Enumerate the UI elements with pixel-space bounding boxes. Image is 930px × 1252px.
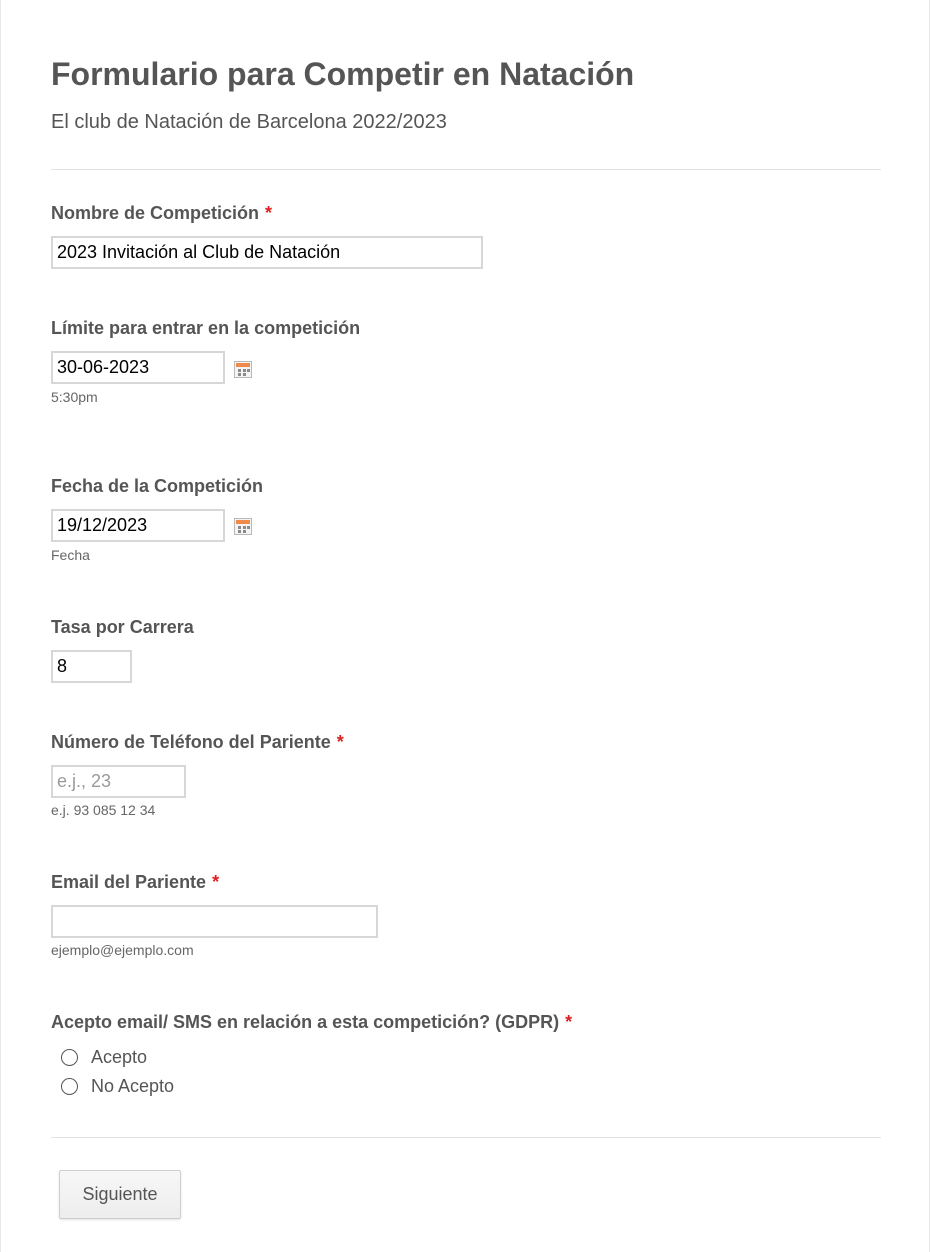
race-fee-label [51,617,194,638]
radio-button-decline[interactable] [61,1078,78,1095]
required-asterisk: * [212,872,220,892]
parent-email-sublabel: ejemplo@ejemplo.com [51,942,194,958]
footer-divider [51,1137,881,1138]
parent-email-input[interactable] [51,905,378,938]
gdpr-label [51,1012,572,1033]
parent-email-label-text: Email del Pariente [51,872,207,892]
competition-date-label-text: Fecha de la Competición [51,476,264,496]
gdpr-label-text: Acepto email/ SMS en relación a esta competición? (GDPR) [51,1012,560,1032]
radio-label-decline: No Acepto [91,1075,175,1096]
entry-deadline-label [51,318,360,339]
calendar-icon[interactable] [234,361,252,378]
competition-date-label [51,476,263,497]
race-fee-label-text: Tasa por Carrera [51,617,194,637]
radio-label-accept: Acepto [91,1046,148,1067]
competition-date-input[interactable] [51,509,225,542]
parent-phone-input[interactable] [51,765,186,798]
header-divider [51,169,881,170]
parent-email-label [51,872,219,893]
calendar-icon[interactable] [234,518,252,535]
required-asterisk: * [565,1012,573,1032]
parent-phone-label-text: Número de Teléfono del Pariente [51,732,331,752]
next-button[interactable]: Siguiente [59,1170,181,1219]
gdpr-option-accept[interactable] [61,1045,147,1069]
required-asterisk: * [336,732,344,752]
required-asterisk: * [265,203,273,223]
parent-phone-label [51,732,344,753]
form-subtitle: El club de Natación de Barcelona 2022/2023 [51,111,447,133]
entry-deadline-label-text: Límite para entrar en la competición [51,318,361,338]
race-fee-input[interactable] [51,650,132,683]
competition-name-label [51,203,272,224]
radio-button-accept[interactable] [61,1049,78,1066]
competition-date-sublabel: Fecha [51,547,90,563]
gdpr-option-decline[interactable] [61,1074,174,1098]
parent-phone-sublabel: e.j. 93 085 12 34 [51,802,156,818]
form-title: Formulario para Competir en Natación [51,56,635,92]
entry-deadline-sublabel: 5:30pm [51,389,98,405]
entry-deadline-input[interactable] [51,351,225,384]
competition-name-input[interactable] [51,236,483,269]
competition-name-label-text: Nombre de Competición [51,203,260,223]
